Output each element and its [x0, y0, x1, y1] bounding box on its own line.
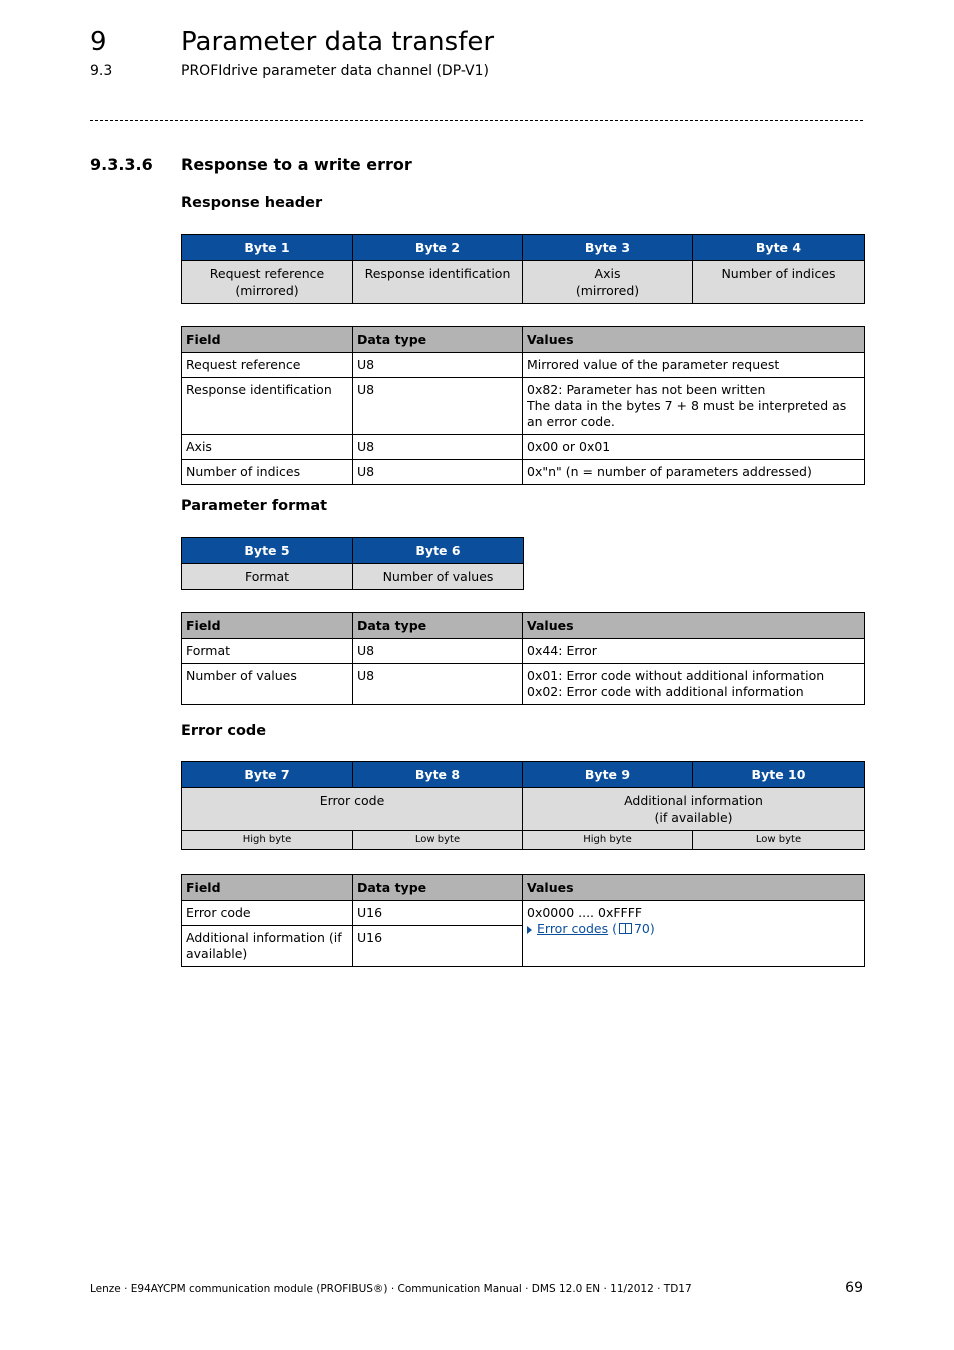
values-cell: Mirrored value of the parameter request: [523, 353, 865, 378]
column-header: Values: [523, 875, 865, 901]
byte-header: Byte 9: [523, 762, 693, 788]
type-cell: U8: [353, 460, 523, 485]
byte-header: Byte 1: [182, 235, 353, 261]
values-cell: 0x00 or 0x01: [523, 435, 865, 460]
parameter-format-byte-table: [181, 537, 524, 590]
column-header: Values: [523, 613, 865, 639]
field-cell: Error code: [182, 901, 353, 926]
field-cell: Request reference: [182, 353, 353, 378]
byte-subcell: High byte: [523, 831, 693, 850]
byte-cell: Axis (mirrored): [523, 261, 693, 304]
byte-cell: Response identification: [353, 261, 523, 304]
chapter-number: 9: [90, 27, 107, 57]
response-header-byte-table: [181, 234, 865, 304]
type-cell: U8: [353, 353, 523, 378]
byte-header: Byte 3: [523, 235, 693, 261]
table-row: [182, 664, 865, 705]
byte-header: Byte 2: [353, 235, 523, 261]
type-cell: U16: [353, 926, 523, 967]
error-codes-link[interactable]: Error codes: [537, 921, 609, 936]
response-header-field-table: [181, 326, 865, 485]
type-cell: U8: [353, 378, 523, 435]
byte-subcell: High byte: [182, 831, 353, 850]
field-cell: Format: [182, 639, 353, 664]
header-divider: [90, 120, 863, 121]
page-number: 69: [845, 1280, 863, 1296]
column-header: Field: [182, 327, 353, 353]
link-arrow-icon: [527, 926, 532, 934]
column-header: Values: [523, 327, 865, 353]
values-cell: 0x01: Error code without additional information 0x02: Error code with additional information: [523, 664, 865, 705]
byte-cell: Format: [182, 564, 353, 590]
values-cell: 0x44: Error: [523, 639, 865, 664]
response-header-heading: Response header: [181, 195, 323, 211]
type-cell: U8: [353, 664, 523, 705]
section-title: PROFIdrive parameter data channel (DP-V1): [181, 63, 489, 79]
error-code-heading: Error code: [181, 723, 267, 739]
type-cell: U8: [353, 639, 523, 664]
byte-header: Byte 7: [182, 762, 353, 788]
field-cell: Additional information (if available): [182, 926, 353, 967]
column-header: Data type: [353, 875, 523, 901]
byte-subcell: Low byte: [693, 831, 865, 850]
field-cell: Number of values: [182, 664, 353, 705]
table-row: [182, 435, 865, 460]
values-cell: 0x"n" (n = number of parameters addressed): [523, 460, 865, 485]
chapter-title: Parameter data transfer: [181, 27, 495, 57]
column-header: Data type: [353, 327, 523, 353]
byte-header: Byte 5: [182, 538, 353, 564]
byte-subcell: Low byte: [353, 831, 523, 850]
byte-cell: Additional information (if available): [523, 788, 865, 831]
table-row: [182, 460, 865, 485]
table-row: [182, 353, 865, 378]
byte-cell: Request reference (mirrored): [182, 261, 353, 304]
table-row: [182, 639, 865, 664]
footer-text: Lenze · E94AYCPM communication module (PROFIBUS®) · Communication Manual · DMS 12.0 EN · 11/2012 · TD17: [90, 1283, 692, 1295]
column-header: Field: [182, 875, 353, 901]
field-cell: Number of indices: [182, 460, 353, 485]
section-number: 9.3: [90, 63, 113, 79]
error-code-field-table: [181, 874, 865, 967]
column-header: Field: [182, 613, 353, 639]
byte-cell: Error code: [182, 788, 523, 831]
byte-cell: Number of indices: [693, 261, 865, 304]
byte-header: Byte 6: [353, 538, 524, 564]
field-cell: Axis: [182, 435, 353, 460]
error-code-byte-table: [181, 761, 865, 850]
byte-header: Byte 10: [693, 762, 865, 788]
table-row: [182, 378, 865, 435]
page-reference[interactable]: ( 70): [612, 921, 655, 936]
subsection-title: Response to a write error: [181, 155, 412, 174]
values-cell: 0x0000 .... 0xFFFF Error codes ( 70): [523, 901, 865, 967]
parameter-format-heading: Parameter format: [181, 498, 328, 514]
byte-cell: Number of values: [353, 564, 524, 590]
type-cell: U16: [353, 901, 523, 926]
byte-header: Byte 8: [353, 762, 523, 788]
parameter-format-field-table: [181, 612, 865, 705]
table-row: [182, 901, 865, 926]
book-icon: [619, 923, 632, 934]
field-cell: Response identification: [182, 378, 353, 435]
column-header: Data type: [353, 613, 523, 639]
byte-header: Byte 4: [693, 235, 865, 261]
subsection-number: 9.3.3.6: [90, 155, 153, 174]
type-cell: U8: [353, 435, 523, 460]
values-cell: 0x82: Parameter has not been written The data in the bytes 7 + 8 must be interpreted as an error code.: [523, 378, 865, 435]
